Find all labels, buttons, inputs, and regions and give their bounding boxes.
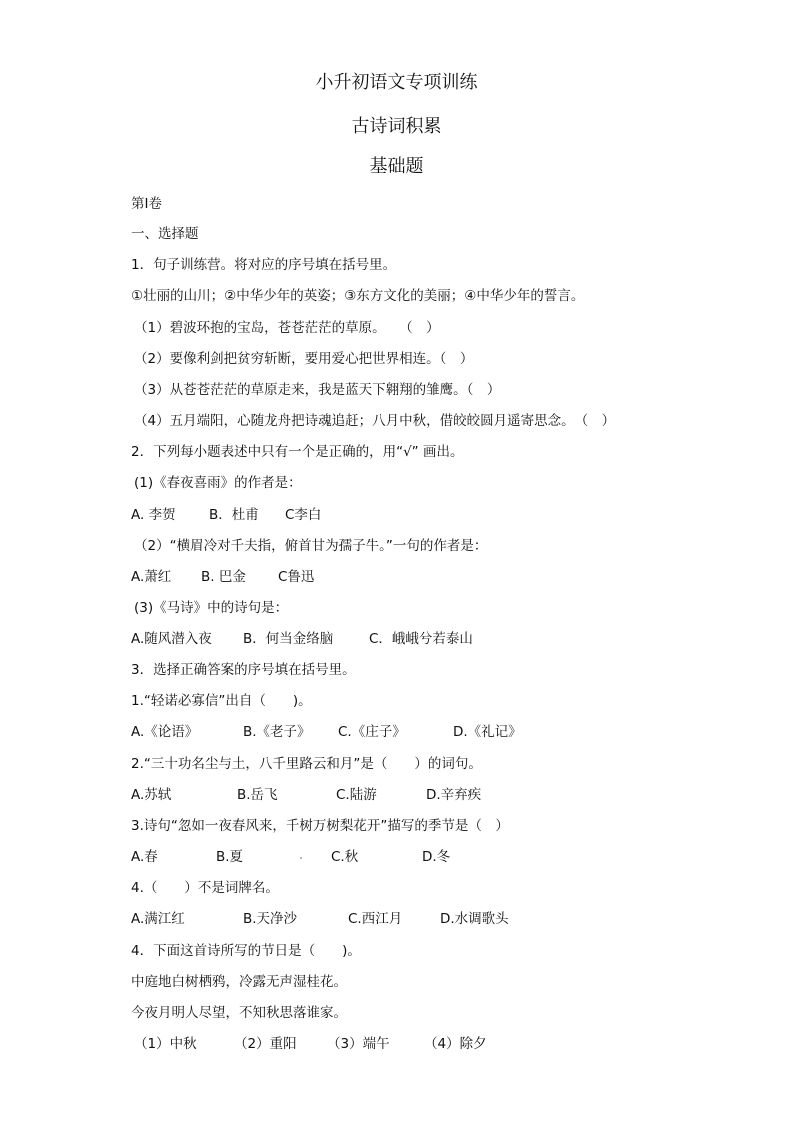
q2-sub2: （2）“横眉冷对千夫指，俯首甘为孺子牛。”一句的作者是：: [134, 538, 488, 554]
poem-line-1: 中庭地白树栖鸦，冷露无声湿桂花。: [131, 974, 347, 990]
option: D.水调歌头: [440, 911, 509, 927]
q3-s3: 3.诗句“忽如一夜春风来，千树万树梨花开”描写的季节是（ ）: [131, 818, 509, 834]
option: C李白: [285, 507, 322, 523]
option: A.萧红: [131, 569, 172, 585]
option: C．峨峨兮若泰山: [369, 631, 473, 647]
stray-mark: [300, 857, 302, 859]
q3-stem: 3．选择正确答案的序号填在括号里。: [131, 662, 356, 678]
option: C.秋: [331, 849, 359, 865]
option: B.夏: [216, 849, 244, 865]
part-heading: 一、选择题: [131, 226, 199, 242]
option: B.《老子》: [243, 724, 311, 740]
option: （4）除夕: [424, 1036, 487, 1052]
q1-choices: ①壮丽的山川；②中华少年的英姿；③东方文化的美丽；④中华少年的誓言。: [131, 288, 585, 304]
option: B.岳飞: [237, 787, 278, 803]
q4-stem: 4．下面这首诗所写的节日是（ )。: [131, 943, 361, 959]
option: D.冬: [422, 849, 451, 865]
poem-line-2: 今夜月明人尽望，不知秋思落谁家。: [131, 1005, 347, 1021]
q3-s2: 2.“三十功名尘与土，八千里路云和月”是（ ）的词句。: [131, 756, 482, 772]
option: A.满江红: [131, 911, 185, 927]
q2-sub1: (1)《春夜喜雨》的作者是：: [134, 475, 302, 491]
option: C.陆游: [336, 787, 377, 803]
option: （3）端午: [327, 1036, 390, 1052]
q3-s1: 1.“轻诺必寡信”出自（ )。: [131, 693, 312, 709]
q2-stem: 2．下列每小题表述中只有一个是正确的，用“√” 画出。: [131, 444, 464, 460]
option: B. 巴金: [201, 569, 246, 585]
q1-item-3: （3）从苍苍茫茫的草原走来，我是蓝天下翱翔的雏鹰。（ ）: [134, 382, 501, 398]
q1-item-4: （4）五月端阳，心随龙舟把诗魂追赶；八月中秋，借皎皎圆月遥寄思念。 （ ）: [134, 413, 616, 429]
option: C鲁迅: [278, 569, 315, 585]
option: D.《礼记》: [453, 724, 522, 740]
doc-title: 小升初语文专项训练: [315, 72, 478, 93]
option: （2）重阳: [234, 1036, 297, 1052]
option: （1）中秋: [134, 1036, 197, 1052]
volume-label: 第Ⅰ卷: [131, 196, 162, 212]
option: D.辛弃疾: [426, 787, 482, 803]
option: C.《庄子》: [338, 724, 406, 740]
doc-level: 基础题: [369, 156, 424, 177]
option: A.《论语》: [131, 724, 199, 740]
option: A.随风潜入夜: [131, 631, 212, 647]
doc-subtitle: 古诗词积累: [351, 116, 442, 137]
q1-item-2: （2）要像利剑把贫穷斩断，要用爱心把世界相连。（ ）: [134, 351, 474, 367]
option: B.天净沙: [243, 911, 298, 927]
option: B．杜甫: [209, 507, 259, 523]
q1-item-1: （1）碧波环抱的宝岛，苍苍茫茫的草原。 （ ）: [134, 320, 440, 336]
option: C.西江月: [348, 911, 403, 927]
q2-sub3: (3)《马诗》中的诗句是：: [134, 600, 289, 616]
q1-stem: 1．句子训练营。将对应的序号填在括号里。: [131, 257, 397, 273]
option: A.春: [131, 849, 158, 865]
q3-s4: 4.（ ）不是词牌名。: [131, 880, 279, 896]
option: B．何当金络脑: [243, 631, 334, 647]
option: A. 李贺: [131, 507, 176, 523]
option: A.苏轼: [131, 787, 172, 803]
